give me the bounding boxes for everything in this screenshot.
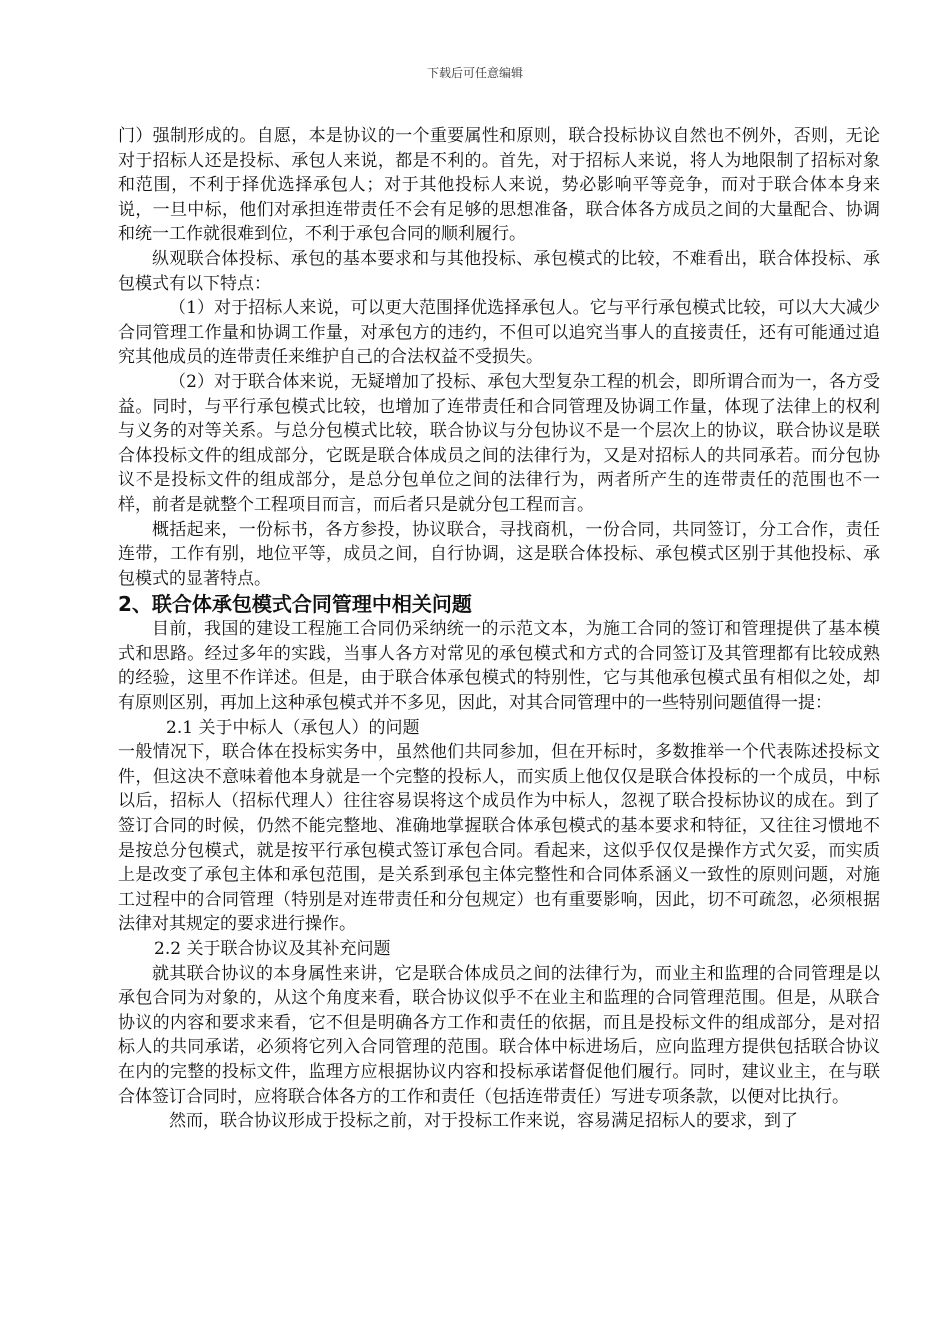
section-heading: 2、联合体承包模式合同管理中相关问题 [118, 592, 472, 617]
paragraph: （2）对于联合体来说，无疑增加了投标、承包大型复杂工程的机会，即所谓合而为一，各方受益。同时，与平行承包模式比较，也增加了连带责任和合同管理及协调工作量，体现了法律上的权利与义务的对等关系。与总分包模式比较，联合协议与分包协议不是一个层次上的协议，联合协议是联合体投标文件的组成部分，它既是联合体成员之间的法律行为，又是对招标人的共同承若。而分包协议不是投标文件的组成部分，是总分包单位之间的法律行为，两者所产生的连带责任的范围也不一样，前者是就整个工程项目而言，而后者只是就分包工程而言。 [118, 371, 880, 515]
paragraph: 就其联合协议的本身属性来讲，它是联合体成员之间的法律行为，而业主和监理的合同管理是以承包合同为对象的，从这个角度来看，联合协议似乎不在业主和监理的合同管理范围。但是，从联合协议的内容和要求来看，它不但是明确各方工作和责任的依据，而且是投标文件的组成部分，是对招标人的共同承诺，必须将它列入合同管理的范围。联合体中标进场后，应向监理方提供包括联合协议在内的完整的投标文件，监理方应根据协议内容和投标承诺督促他们履行。同时，建议业主，在与联合体签订合同时，应将联合体各方的工作和责任（包括连带责任）写进专项条款，以便对比执行。 [118, 963, 880, 1107]
paragraph: 概括起来，一份标书，各方参投，协议联合，寻找商机，一份合同，共同签订，分工合作，责任连带，工作有别，地位平等，成员之间，自行协调，这是联合体投标、承包模式区别于其他投标、承包模式的显著特点。 [118, 519, 880, 589]
paragraph: 纵观联合体投标、承包的基本要求和与其他投标、承包模式的比较，不难看出，联合体投标、承包模式有以下特点： [118, 248, 880, 294]
page-header-caption: 下载后可任意编辑 [426, 66, 523, 80]
subsection-heading: 2.2 关于联合协议及其补充问题 [154, 939, 391, 959]
paragraph: 一般情况下，联合体在投标实务中，虽然他们共同参加，但在开标时，多数推举一个代表陈述投标文件，但这决不意味着他本身就是一个完整的投标人，而实质上他仅仅是联合体投标的一个成员，中标以后，招标人（招标代理人）往往容易误将这个成员作为中标人，忽视了联合投标协议的成在。到了签订合同的时候，仍然不能完整地、准确地掌握联合体承包模式的基本要求和特征，又往往习惯地不是按总分包模式，就是按平行承包模式签订承包合同。看起来，这似乎仅仅是操作方式欠妥，而实质上是改变了承包主体和承包范围，是关系到承包主体完整性和合同体系涵义一致性的原则问题，对施工过程中的合同管理（特别是对连带责任和分包规定）也有重要影响，因此，切不可疏忽，必须根据法律对其规定的要求进行操作。 [118, 742, 880, 935]
paragraph: 门）强制形成的。自愿，本是协议的一个重要属性和原则，联合投标协议自然也不例外，否则，无论对于招标人还是投标、承包人来说，都是不利的。首先，对于招标人来说，将人为地限制了招标对象和范围，不利于择优选择承包人；对于其他投标人来说，势必影响平等竞争，而对于联合体本身来说，一旦中标，他们对承担连带责任不会有足够的思想准备，联合体各方成员之间的大量配合、协调和统一工作就很难到位，不利于承包合同的顺利履行。 [118, 126, 880, 245]
subsection-heading: 2.1 关于中标人（承包人）的问题 [166, 717, 420, 738]
document-body [118, 124, 880, 1134]
paragraph: 目前，我国的建设工程施工合同仍采纳统一的示范文本，为施工合同的签订和管理提供了基本模式和思路。经过多年的实践，当事人各方对常见的承包模式和方式的合同签订及其管理都有比较成熟的经验，这里不作详述。但是，由于联合体承包模式的特别性，它与其他承包模式虽有相似之处，却有原则区别，再加上这种承包模式并不多见，因此，对其合同管理中的一些特别问题值得一提： [118, 619, 880, 714]
paragraph: 然而，联合协议形成于投标之前，对于投标工作来说，容易满足招标人的要求，到了 [169, 1111, 798, 1132]
paragraph: （1）对于招标人来说，可以更大范围择优选择承包人。它与平行承包模式比较，可以大大减少合同管理工作量和协调工作量，对承包方的违约，不但可以追究当事人的直接责任，还有可能通过追究其他成员的连带责任来维护自己的合法权益不受损失。 [118, 298, 880, 368]
